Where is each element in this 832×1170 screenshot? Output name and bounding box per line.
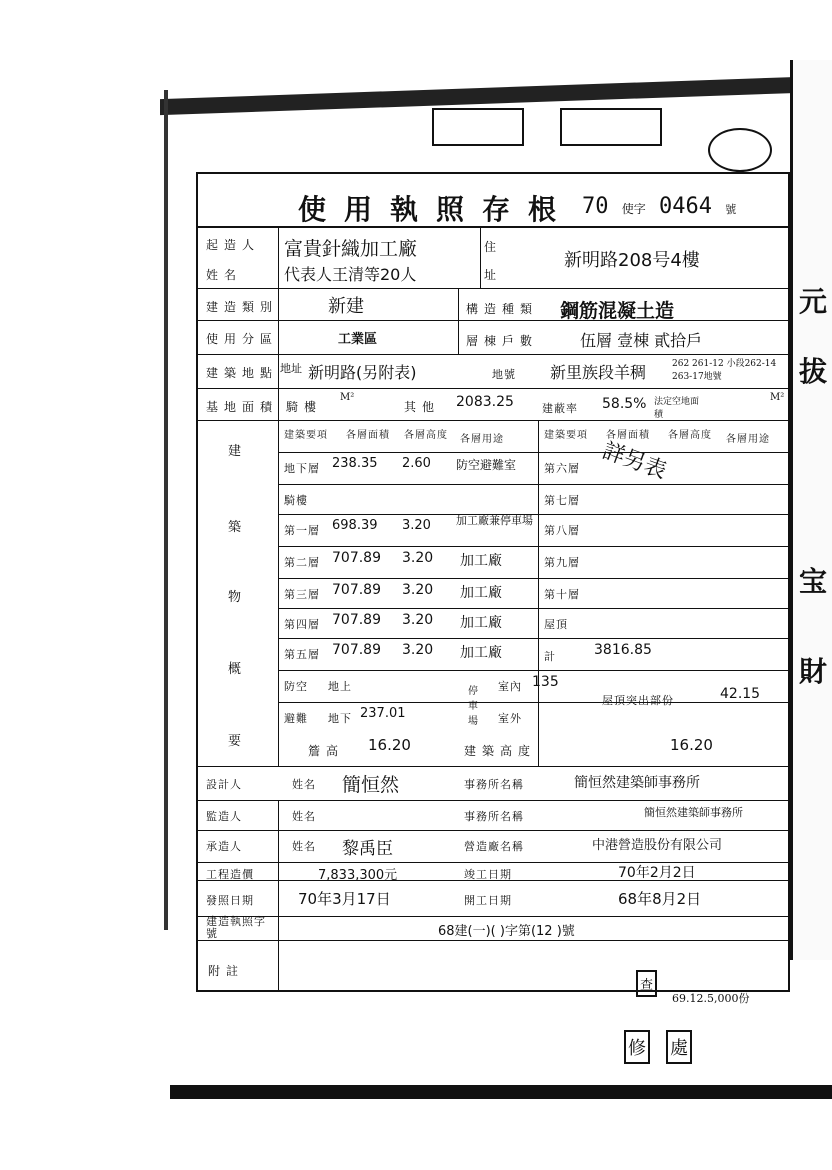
zone-label: 使用分區 <box>206 332 279 346</box>
floors-value: 伍層 壹棟 貳拾戶 <box>580 331 703 350</box>
parking-indoor-label: 室內 <box>498 680 522 693</box>
row-item: 騎樓 <box>284 494 308 507</box>
lot-label: 地號 <box>492 368 516 381</box>
issue-date-value: 70年3月17日 <box>298 890 391 908</box>
base-area-label: 基地面積 <box>206 400 279 414</box>
eave-height-value: 16.20 <box>368 736 411 754</box>
row-height: 3.20 <box>402 550 434 566</box>
structure-label: 構造種類 <box>466 302 539 316</box>
header-area-right: 各層面積 <box>606 430 650 441</box>
site-sub: 地址 <box>280 362 302 375</box>
total-value: 3816.85 <box>594 642 652 658</box>
row-area: 698.39 <box>332 518 378 533</box>
row-item: 第五層 <box>284 648 320 661</box>
shelter-above: 地上 <box>328 680 352 693</box>
row-use: 加工廠 <box>460 553 502 569</box>
total-label: 計 <box>544 650 556 663</box>
contractor-label: 承造人 <box>206 840 242 853</box>
header-height-right: 各層高度 <box>668 430 712 441</box>
row-item: 第三層 <box>284 588 320 601</box>
header-use-right: 各層用途 <box>726 434 770 445</box>
parking-indoor-value: 135 <box>532 674 559 690</box>
side-char: 財 <box>799 655 828 688</box>
firm-value: 中港營造股份有限公司 <box>592 838 723 853</box>
header-height: 各層高度 <box>404 430 448 441</box>
row-area: 707.89 <box>332 582 381 598</box>
row-item: 第一層 <box>284 524 320 537</box>
site-label: 建築地點 <box>206 366 279 380</box>
cost-label: 工程造價 <box>206 868 254 881</box>
zone-value: 工業區 <box>338 332 378 347</box>
supervisor-office-label: 事務所名稱 <box>464 810 524 823</box>
row-item: 地下層 <box>284 462 320 475</box>
lot-value: 新里族段羊稠 <box>550 363 647 382</box>
shelter-label: 防空 <box>284 680 308 693</box>
coverage-label: 建蔽率 <box>542 402 578 415</box>
row-use: 加工廠 <box>460 615 502 631</box>
row-use: 加工廠 <box>460 585 502 601</box>
designer-value: 簡恒然 <box>342 774 400 796</box>
building-category-value: 新建 <box>328 296 364 317</box>
supervisor-office-value: 簡恒然建築師事務所 <box>644 806 743 819</box>
side-label-char: 物 <box>228 590 248 605</box>
side-char: 元 <box>799 285 828 318</box>
side-label-char: 建 <box>228 444 248 459</box>
seal-mark: 處 <box>666 1030 692 1064</box>
side-char: 拔 <box>799 355 828 388</box>
row-area: 707.89 <box>332 612 381 628</box>
side-label-char: 概 <box>228 662 248 677</box>
header-item: 建築要項 <box>284 430 328 441</box>
row-item-right: 第七層 <box>544 494 580 507</box>
complete-date-value: 70年2月2日 <box>618 865 696 881</box>
seal-mark: 修 <box>624 1030 650 1064</box>
lot-numbers: 262 261-12 小段262-14 263-17地號 <box>672 359 777 382</box>
row-item: 第四層 <box>284 618 320 631</box>
row-area: 238.35 <box>332 456 378 471</box>
applicant-rep: 代表人王清等20人 <box>284 265 417 284</box>
roof-label: 屋頂突出部份 <box>602 694 674 707</box>
firm-label: 營造廠名稱 <box>464 840 524 853</box>
shelter-label-2: 避難 <box>284 712 308 725</box>
contractor-value: 黎禹臣 <box>342 839 393 859</box>
row-item-right: 第八層 <box>544 524 580 537</box>
complete-date-label: 竣工日期 <box>464 868 512 881</box>
start-date-value: 68年8月2日 <box>618 890 702 908</box>
designer-name-label: 姓名 <box>292 778 316 791</box>
top-stamp-right <box>560 108 662 146</box>
row-area: 707.89 <box>332 642 381 658</box>
permit-value: 68建(一)( )字第(12 )號 <box>438 924 575 939</box>
header-use: 各層用途 <box>460 434 504 445</box>
side-label-char: 要 <box>228 734 248 749</box>
remarks-label: 附註 <box>208 964 245 978</box>
coverage-value: 58.5% <box>602 396 647 412</box>
corner-seal <box>708 128 772 172</box>
row-use: 加工廠兼停車場 <box>456 514 533 527</box>
annotation-handwritten: 詳另表 <box>599 438 670 485</box>
building-height-label: 建築高度 <box>464 744 537 758</box>
header-area: 各層面積 <box>346 430 390 441</box>
address-value: 新明路208号4樓 <box>564 250 700 271</box>
roof-value: 42.15 <box>720 686 761 702</box>
adjacent-page-strip <box>790 60 832 960</box>
applicant-name: 富貴針織加工廠 <box>284 238 418 260</box>
designer-office-value: 簡恒然建築師事務所 <box>574 775 700 791</box>
name-label: 姓名 <box>206 268 243 282</box>
shelter-value: 237.01 <box>360 706 406 721</box>
row-height: 3.20 <box>402 518 431 533</box>
row-area: 707.89 <box>332 550 381 566</box>
shelter-under: 地下 <box>328 712 352 725</box>
header-number: 70 使字 0464 號 <box>582 194 737 219</box>
arcade-label: 騎樓 <box>286 400 323 414</box>
other-value: 2083.25 <box>456 394 514 410</box>
legal-unit: M² <box>770 392 785 403</box>
supervisor-label: 監造人 <box>206 810 242 823</box>
scan-left-edge <box>164 90 168 930</box>
header-item-right: 建築要項 <box>544 430 588 441</box>
top-stamp-left <box>432 108 524 146</box>
row-use: 加工廠 <box>460 645 502 661</box>
floors-label: 層棟戶數 <box>466 334 539 348</box>
structure-value: 鋼筋混凝土造 <box>560 300 675 322</box>
scan-bottom-edge <box>170 1085 832 1099</box>
designer-office-label: 事務所名稱 <box>464 778 524 791</box>
parking-outdoor-label: 室外 <box>498 712 522 725</box>
other-label: 其他 <box>404 400 441 414</box>
address-label-1: 住 <box>484 240 503 254</box>
row-item-right: 屋頂 <box>544 618 568 631</box>
form-title: 使用執照存根 <box>298 193 575 226</box>
seal-mark: 查 <box>636 970 657 997</box>
designer-label: 設計人 <box>206 778 242 791</box>
row-item-right: 第九層 <box>544 556 580 569</box>
row-height: 3.20 <box>402 612 434 628</box>
row-use: 防空避難室 <box>456 458 517 472</box>
applicant-label: 起造人 <box>206 238 261 252</box>
parking-label: 停車場 <box>468 686 479 727</box>
side-char: 宝 <box>799 565 828 598</box>
issue-date-label: 發照日期 <box>206 894 254 907</box>
legal-open-label: 法定空地面積 <box>654 397 700 420</box>
eave-height-label: 簷高 <box>308 744 345 758</box>
row-item-right: 第十層 <box>544 588 580 601</box>
row-height: 3.20 <box>402 582 434 598</box>
site-value: 新明路(另附表) <box>308 363 417 382</box>
address-label-2: 址 <box>484 268 503 282</box>
side-label-char: 築 <box>228 520 248 535</box>
arcade-unit: M² <box>340 392 355 403</box>
permit-form <box>196 172 790 992</box>
permit-label: 建造執照字號 <box>206 915 266 940</box>
cost-value: 7,833,300元 <box>318 868 398 883</box>
start-date-label: 開工日期 <box>464 894 512 907</box>
contractor-name-label: 姓名 <box>292 840 316 853</box>
print-footer: 69.12.5,000份 <box>672 992 750 1005</box>
row-item-right: 第六層 <box>544 462 580 475</box>
row-item: 第二層 <box>284 556 320 569</box>
row-height: 3.20 <box>402 642 434 658</box>
building-category-label: 建造類別 <box>206 300 279 314</box>
building-height-value: 16.20 <box>670 736 713 754</box>
row-height: 2.60 <box>402 456 431 471</box>
supervisor-name-label: 姓名 <box>292 810 316 823</box>
